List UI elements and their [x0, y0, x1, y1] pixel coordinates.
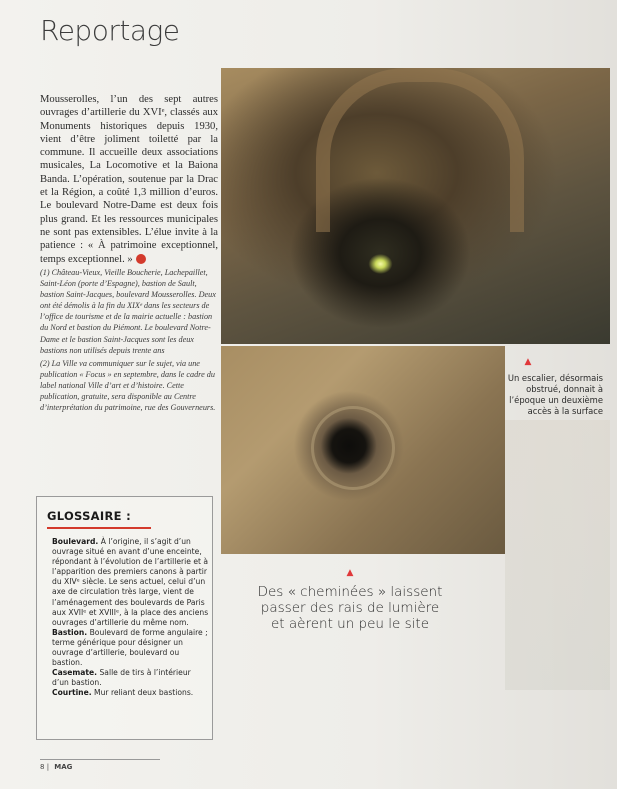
footnotes — [40, 267, 218, 415]
chimney-caption: Des « cheminées » laissent passer des rais de lumière et aèrent un peu le site — [257, 584, 443, 632]
background-poster — [505, 420, 610, 690]
article-lead — [40, 93, 218, 266]
footnote-1: (1) Château-Vieux, Vieille Boucherie, Lachepaillet, Saint-Léon (porte d’Espagne), bastion de Sault, bastion Saint-Jacques, boulevard Mousserolles. Deux ont été démolis à la fin du XIXᵉ dans les secteurs de l’office de tourisme et de la mairie actuelle : bastion du Nord et bastion du Piémont. Le boulevard Notre-Dame et le bastion Saint-Jacques sont les deux bastions non utilisés depuis trente ans — [40, 268, 216, 355]
glossary-entry: Courtine. Mur reliant deux bastions. — [52, 688, 194, 698]
up-arrow-icon: ▲ — [524, 357, 532, 367]
chimney-photo — [221, 346, 505, 554]
chimney-opening — [311, 406, 395, 490]
glossary-title: GLOSSAIRE : — [47, 509, 131, 523]
glossary-entry: Boulevard. À l’origine, il s’agit d’un ouvrage situé en avant d’une enceinte, répondant à l’évolution de l’artillerie et à l’apparition des premiers canons à partir du XIVᵉ siècle. Le sens actuel, celui d’un axe de circulation très large, vient de l’aménagement des boulevards de Paris aux XVIIᵉ et XVIIIᵉ, à la place des anciens ouvrages d’artillerie du même nom. — [52, 537, 209, 627]
page-number: 8 — [40, 763, 45, 771]
magazine-brand: MAG — [54, 763, 73, 771]
footer-rule — [40, 759, 160, 760]
up-arrow-icon: ▲ — [346, 568, 354, 578]
glossary-body — [52, 537, 210, 699]
footer-separator: | — [46, 763, 50, 771]
tunnel-photo — [221, 68, 610, 344]
article-lead-text: Mousserolles, l’un des sept autres ouvrages d’artillerie du XVIᵉ, classés aux Monuments historiques depuis 1930, vient d’être joliment toiletté par la commune. Il accueille deux associations musicales, La Locomotive et la Baiona Banda. L’opération, soutenue par la Drac et la Région, a coûté 1,3 million d’euros. Le boulevard Notre-Dame est deux fois plus grand. Et les ressources municipales ne sont pas extensibles. L’élue invite à la patience : « À patrimoine exceptionnel, temps exceptionnel. » — [40, 94, 218, 265]
stair-caption: Un escalier, désormais obstrué, donnait à l’époque un deuxième accès à la surface — [507, 373, 603, 416]
section-title: Reportage — [40, 14, 180, 47]
glossary-entry: Bastion. Boulevard de forme angulaire ; terme générique pour désigner un ouvrage d’artillerie, boulevard ou bastion. — [52, 627, 208, 668]
vault-arch — [316, 68, 524, 232]
glossary-underline — [47, 527, 151, 529]
footnote-2: (2) La Ville va communiquer sur le sujet, via une publication « Focus » en septembre, dans le cadre du label national Ville d’art et d’histoire. Cette publication, gratuite, sera disponible au Centre d’interprétation du patrimoine, rue des Gouverneurs. — [40, 358, 216, 413]
page-footer — [40, 763, 72, 771]
bayonne-logo-icon — [136, 254, 146, 264]
glossary-entry: Casemate. Salle de tirs à l’intérieur d’un bastion. — [52, 668, 191, 688]
